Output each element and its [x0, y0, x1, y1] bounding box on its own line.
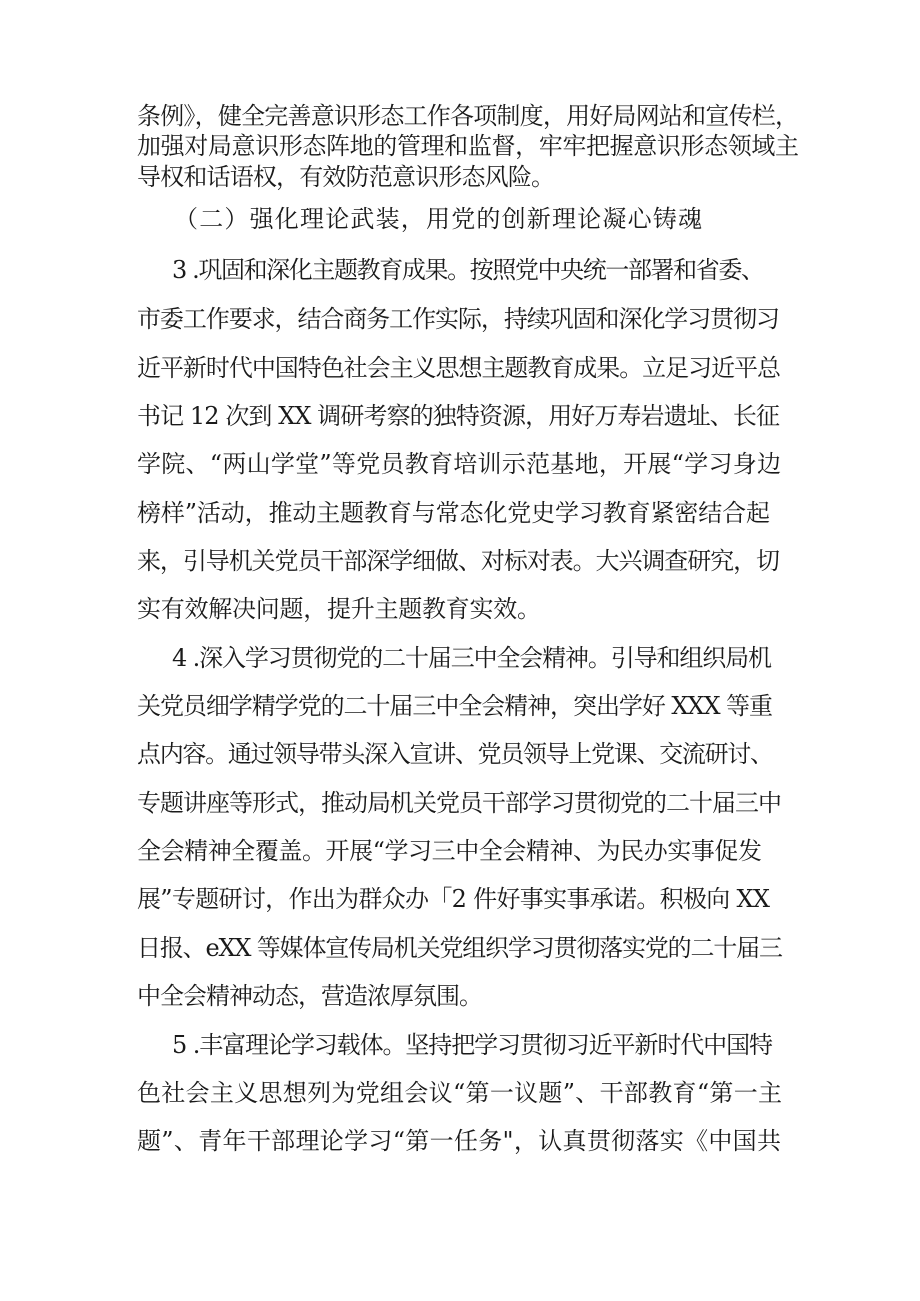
- text-line: 展”专题研讨，作出为群众办「2 件好事实事承诺。积极向 XX: [137, 885, 770, 913]
- paragraph-line: [0, 589, 920, 629]
- paragraph-line: [0, 831, 920, 871]
- paragraph-line: [0, 783, 920, 823]
- section-heading-text: （二）强化理论武装，用党的创新理论凝心铸魂: [174, 205, 704, 233]
- text-line: 近平新时代中国特色社会主义思想主题教育成果。立足习近平总: [137, 354, 780, 382]
- text-line: 书记 12 次到 XX 调研考察的独特资源，用好万寿岩遗址、长征: [137, 402, 780, 430]
- text-line: 4 .深入学习贯彻党的二十届三中全会精神。引导和组织局机: [172, 644, 771, 672]
- paragraph-line: [0, 493, 920, 533]
- text-line: 市委工作要求，结合商务工作实际，持续巩固和深化学习贯彻习: [137, 305, 779, 333]
- section-heading: [0, 199, 920, 239]
- text-line: 日报、eXX 等媒体宣传局机关党组织学习贯彻落实党的二十届三: [137, 934, 782, 962]
- paragraph-line: [0, 1073, 920, 1113]
- paragraph-line: [0, 348, 920, 388]
- text-line: 5 .丰富理论学习载体。坚持把学习贯彻习近平新时代中国特: [172, 1031, 772, 1059]
- text-line: 导权和话语权，有效防范意识形态风险。: [137, 163, 555, 191]
- paragraph-line: [0, 976, 920, 1016]
- paragraph-line: [0, 686, 920, 726]
- text-line: 点内容。通过领导带头深入宣讲、党员领导上党课、交流研讨、: [137, 740, 773, 768]
- paragraph-continuation-line: [0, 157, 920, 197]
- paragraph-line: [0, 1121, 920, 1161]
- text-line: 专题讲座等形式，推动局机关党员干部学习贯彻党的二十届三中: [137, 789, 781, 817]
- paragraph-line: [0, 734, 920, 774]
- paragraph-line: [0, 396, 920, 436]
- text-line: 条例》，健全完善意识形态工作各项制度，用好局网站和宣传栏，: [137, 102, 799, 130]
- text-line: 中全会精神动态，营造浓厚氛围。: [137, 982, 482, 1010]
- text-line: 关党员细学精学党的二十届三中全会精神，突出学好 XXX 等重: [137, 692, 772, 720]
- paragraph-line: [0, 444, 920, 484]
- text-line: 榜样”活动，推动主题教育与常态化党史学习教育紧密结合起: [137, 499, 770, 527]
- text-line: 题”、青年干部理论学习“第一任务"，认真贯彻落实《中国共: [137, 1127, 782, 1155]
- text-line: 全会精神全覆盖。开展“学习三中全会精神、为民办实事促发: [137, 837, 762, 865]
- paragraph-line: [0, 541, 920, 581]
- paragraph-line: [0, 250, 920, 290]
- text-line: 来，引导机关党员干部深学细做、对标对表。大兴调查研究，切: [137, 547, 779, 575]
- text-line: 学院、“两山学堂”等党员教育培训示范基地，开展“学习身边: [137, 450, 782, 478]
- paragraph-line: [0, 928, 920, 968]
- paragraph-line: [0, 879, 920, 919]
- text-line: 实有效解决问题，提升主题教育实效。: [137, 595, 541, 623]
- text-line: 3 .巩固和深化主题教育成果。按照党中央统一部署和省委、: [172, 256, 764, 284]
- text-line: 色社会主义思想列为党组会议“第一议题”、干部教育“第一主: [137, 1079, 783, 1107]
- paragraph-line: [0, 299, 920, 339]
- paragraph-line: [0, 638, 920, 678]
- paragraph-line: [0, 1025, 920, 1065]
- text-line: 加强对局意识形态阵地的管理和监督，牢牢把握意识形态领域主: [137, 132, 799, 160]
